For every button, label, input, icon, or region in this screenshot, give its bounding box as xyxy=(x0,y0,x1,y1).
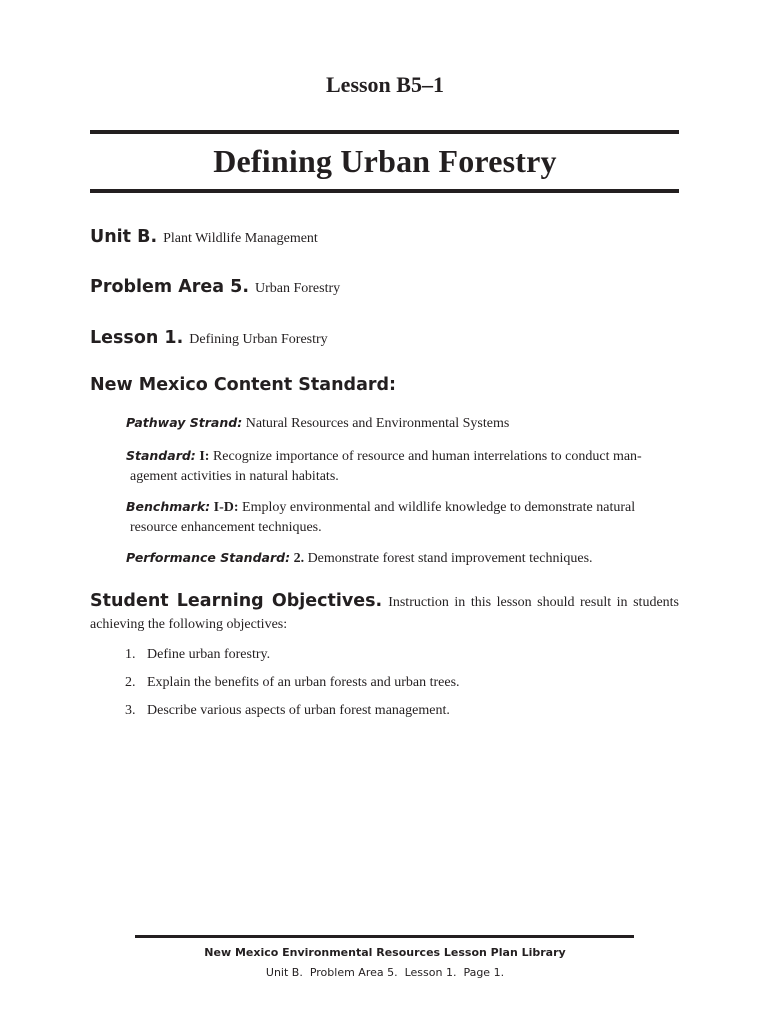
objectives-list xyxy=(125,644,460,728)
benchmark xyxy=(126,497,679,538)
lesson-value: Defining Urban Forestry xyxy=(189,332,328,347)
standard-code: I: xyxy=(199,449,210,464)
objectives-intro: Instruction in this lesson should result in students achieving the following objectives: xyxy=(90,595,679,632)
benchmark-label: Benchmark: xyxy=(126,499,211,514)
item-text: Describe various aspects of urban forest management. xyxy=(147,703,450,718)
item-number: 1. xyxy=(125,647,136,662)
unit-label: Unit B. xyxy=(90,227,158,247)
performance-text: Demonstrate forest stand improvement techniques. xyxy=(307,551,593,566)
standard xyxy=(126,446,679,487)
list-item xyxy=(125,700,460,728)
problem-area-row xyxy=(90,277,340,297)
footer-page-location: Unit B. Problem Area 5. Lesson 1. Page 1. xyxy=(265,966,505,979)
list-item xyxy=(125,672,460,700)
title-top-rule xyxy=(90,130,679,134)
list-item xyxy=(125,644,460,672)
standard-line1: Recognize importance of resource and human interrelations to conduct man- xyxy=(212,449,642,464)
standard-label: Standard: xyxy=(126,448,196,463)
lesson-label: Lesson 1. xyxy=(90,328,184,348)
performance-standard xyxy=(126,548,679,569)
unit-row xyxy=(90,227,318,247)
footer-library: New Mexico Environmental Resources Lesson Plan Library xyxy=(204,946,566,959)
pathway-text: Natural Resources and Environmental Systems xyxy=(245,416,510,431)
item-number: 2. xyxy=(125,675,136,690)
problem-area-value: Urban Forestry xyxy=(254,281,341,296)
unit-value: Plant Wildlife Management xyxy=(163,231,318,246)
benchmark-line2: resource enhancement techniques. xyxy=(130,520,322,535)
lesson-row xyxy=(90,328,328,348)
page-title: Defining Urban Forestry xyxy=(213,143,557,179)
title-bottom-rule xyxy=(90,189,679,193)
benchmark-line1: Employ environmental and wildlife knowledge to demonstrate natural xyxy=(242,500,636,515)
student-learning-objectives xyxy=(90,590,679,636)
performance-label: Performance Standard: xyxy=(126,550,291,565)
footer-rule xyxy=(135,935,634,938)
item-number: 3. xyxy=(125,703,136,718)
item-text: Define urban forestry. xyxy=(147,647,271,662)
lesson-number: Lesson B5–1 xyxy=(326,72,444,97)
pathway-label: Pathway Strand: xyxy=(126,415,243,430)
problem-area-label: Problem Area 5. xyxy=(90,277,249,297)
standard-line2: agement activities in natural habitats. xyxy=(130,469,339,484)
performance-code: 2. xyxy=(293,551,305,566)
pathway-strand xyxy=(126,413,679,434)
objectives-heading: Student Learning Objectives. xyxy=(90,591,383,611)
benchmark-code: I-D: xyxy=(213,500,239,515)
item-text: Explain the benefits of an urban forests and urban trees. xyxy=(147,675,460,690)
content-standard-heading: New Mexico Content Standard: xyxy=(90,375,397,395)
